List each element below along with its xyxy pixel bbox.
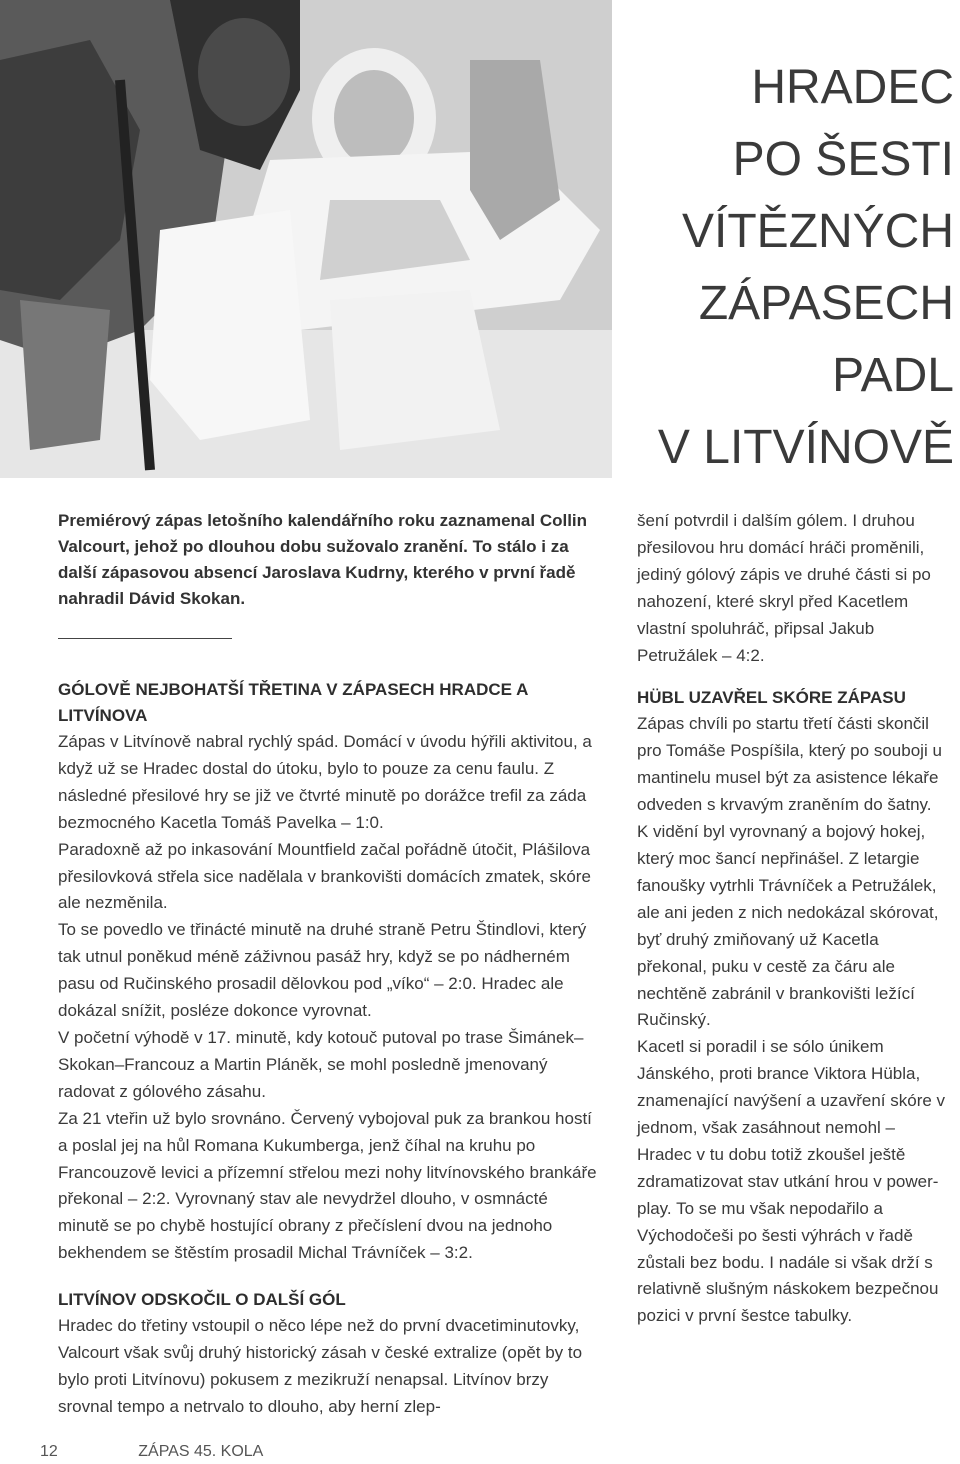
paragraph: Zápas chvíli po startu třetí části skončil pro Tomáše Pospíšila, který po souboji u mantinelu musel být za asistence lékaře odveden s krvavým zraněním do šatny.: [637, 714, 942, 815]
paragraph: Kacetl si poradil i se sólo únikem Jánského, proti brance Viktora Hübla, znamenající navýšení a uzavření skóre v jednom, však zasáhnout nemohl – Hradec v tu dobu totiž zkoušel ještě zdramatizovat stav utkání hrou v power-play. To se mu však nepodařilo a Východočeši po šesti výhrách v řadě zůstali bez bodu. I nadále si však drží s relativně slušným náskokem bezpečnou pozici v první šestce tabulky.: [637, 1037, 946, 1326]
section-heading: HÜBL UZAVŘEL SKÓRE ZÁPASU: [637, 688, 906, 708]
headline-line: HRADEC: [751, 61, 954, 114]
paragraph: K vidění byl vyrovnaný a bojový hokej, který moc šancí nepřinášel. Z letargie fanoušky vytrhli Trávníček a Petružálek, ale ani jeden z nich nedokázal skórovat, byť druhý zmiňovaný už Kacetla překonal, puku v cestě za čáru ale nechtěně zabránil v brankovišti ležící Ručinský.: [637, 822, 939, 1030]
paragraph: šení potvrdil i dalším gólem. I druhou přesilovou hru domácí hráči proměnili, jediný gólový zápis ve druhé části si po nahození, které skryl před Kacetlem vlastní spoluhráč, připsal Jakub Petružálek – 4:2.: [637, 511, 931, 665]
section-heading: GÓLOVĚ NEJBOHATŠÍ TŘETINA V ZÁPASECH HRADCE A LITVÍNOVA: [58, 680, 528, 725]
headline-line: PADL: [832, 349, 954, 402]
hockey-photo: [0, 0, 612, 478]
left-column: [58, 508, 598, 1421]
divider: [58, 638, 232, 639]
hockey-photo-illustration: [0, 0, 612, 478]
page-footer: [40, 1443, 263, 1461]
paragraph: Zápas v Litvínově nabral rychlý spád. Domácí v úvodu hýřili aktivitou, a když už se Hradec dostal do útoku, bylo to pouze za cenu faulu. Z následné přesilové hry se již ve čtvrté minutě po dorážce trefil za záda bezmocného Kacetla Tomáš Pavelka – 1:0.: [58, 732, 592, 832]
section-heading: LITVÍNOV ODSKOČIL O DALŠÍ GÓL: [58, 1290, 346, 1310]
right-column: [637, 508, 947, 1330]
headline-line: PO ŠESTI: [732, 133, 954, 186]
footer-section-label: ZÁPAS 45. KOLA: [138, 1443, 264, 1460]
headline: [594, 52, 954, 484]
paragraph: Paradoxně až po inkasování Mountfield začal pořádně útočit, Plášilova přesilovková střela sice nadělala v brankovišti domácích zmatek, skóre ale nezměnila.: [58, 839, 591, 913]
paragraph: Za 21 vteřin už bylo srovnáno. Červený vybojoval puk za brankou hostí a poslal jej na hůl Romana Kukumberga, jenž číhal na kruhu po Francouzově levici a přízemní střelou mezi nohy litvínovského brankáře překonal – 2:2. Vyrovnaný stav ale nevydržel dlouho, v osmnácté minutě se po chybě hostující obrany z přečíslení dvou na jednoho bekhendem se štěstím prosadil Michal Trávníček – 3:2.: [58, 1108, 597, 1263]
headline-line: VÍTĚZNÝCH: [681, 205, 954, 258]
paragraph: Hradec do třetiny vstoupil o něco lépe než do první dvacetiminutovky, Valcourt však svůj druhý historický zásah v české extralize (opět by to bylo proti Litvínovu) pokusem z mezikruží nenapsal. Litvínov brzy srovnal tempo a netrvalo to dlouho, aby herní zlep-: [58, 1316, 583, 1416]
headline-line: ZÁPASECH: [698, 277, 954, 330]
headline-line: V LITVÍNOVĚ: [657, 421, 954, 474]
paragraph: To se povedlo ve třinácté minutě na druhé straně Petru Štindlovi, který tak utnul poněkud méně záživnou pasáž hry, když se po nádherném pasu od Ručinského prosadil dělovkou pod „víko“ – 2:0. Hradec ale dokázal snížit, posléze dokonce vyrovnat.: [58, 920, 587, 1021]
page-number: 12: [40, 1443, 58, 1460]
paragraph: V početní výhodě v 17. minutě, kdy kotouč putoval po trase Šimánek–Skokan–Francouz a Martin Pláněk, se mohl posledně jmenovaný radovat z gólového zásahu.: [58, 1027, 584, 1101]
lead-paragraph: Premiérový zápas letošního kalendářního roku zaznamenal Collin Valcourt, jehož po dlouhou dobu sužovalo zranění. To stálo i za další zápasovou absencí Jaroslava Kudrny, kterého v první řadě nahradil Dávid Skokan.: [58, 511, 588, 608]
